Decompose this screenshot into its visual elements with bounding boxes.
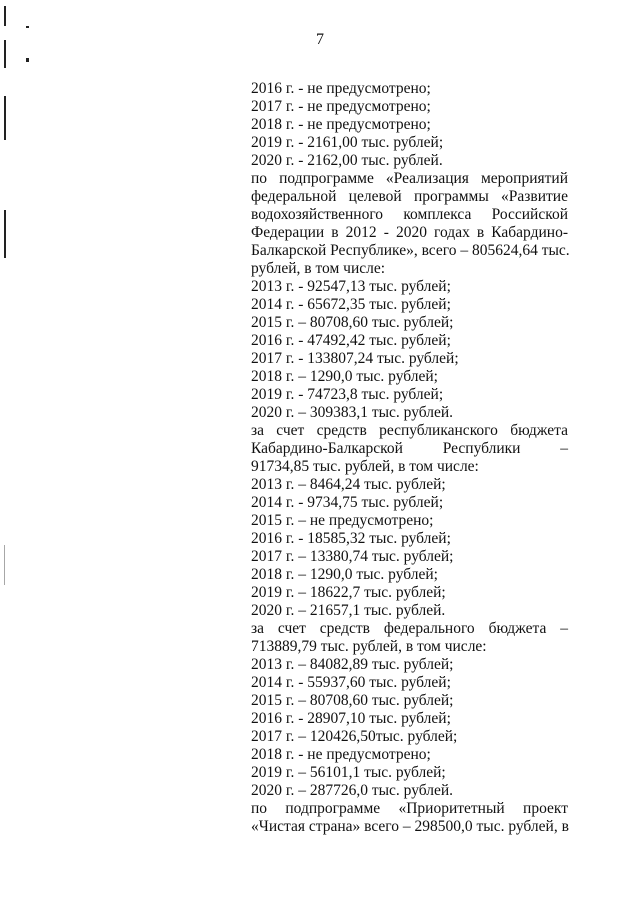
text-line: 2020 г. – 21657,1 тыс. рублей.: [251, 602, 446, 619]
paragraph-line: по подпрограмме «Приоритетный проект: [251, 800, 568, 817]
page-number: 7: [316, 31, 324, 48]
text-line: 2019 г. - 74723,8 тыс. рублей;: [251, 386, 444, 403]
scan-artifact: [4, 210, 6, 258]
text-line: 2016 г. - 18585,32 тыс. рублей;: [251, 530, 451, 547]
scan-artifact: [26, 26, 29, 28]
scan-artifact: [26, 58, 29, 62]
text-line: 2013 г. - 92547,13 тыс. рублей;: [251, 278, 451, 295]
text-line: 2018 г. - не предусмотрено;: [251, 746, 431, 763]
paragraph-line: 91734,85 тыс. рублей, в том числе:: [251, 458, 479, 475]
text-line: 2015 г. – 80708,60 тыс. рублей;: [251, 692, 454, 709]
text-line: 2015 г. – 80708,60 тыс. рублей;: [251, 314, 454, 331]
text-line: 2017 г. - не предусмотрено;: [251, 98, 431, 115]
text-line: 2020 г. – 287726,0 тыс. рублей.: [251, 782, 454, 799]
text-line: 2019 г. – 18622,7 тыс. рублей;: [251, 584, 446, 601]
text-line: 2014 г. - 9734,75 тыс. рублей;: [251, 494, 444, 511]
text-line: 2018 г. – 1290,0 тыс. рублей;: [251, 566, 438, 583]
paragraph-line: водохозяйственного комплекса Российской: [251, 206, 568, 223]
paragraph-line: 713889,79 тыс. рублей, в том числе:: [251, 638, 487, 655]
text-line: 2017 г. – 13380,74 тыс. рублей;: [251, 548, 454, 565]
text-line: 2020 г. – 309383,1 тыс. рублей.: [251, 404, 454, 421]
text-line: 2013 г. – 84082,89 тыс. рублей;: [251, 656, 454, 673]
scan-artifact: [4, 6, 6, 26]
scan-artifact: [4, 96, 6, 140]
text-line: 2014 г. - 65672,35 тыс. рублей;: [251, 296, 451, 313]
paragraph-line: Балкарской Республике», всего – 805624,64 тыс.: [251, 242, 570, 259]
paragraph-line: рублей, в том числе:: [251, 260, 386, 277]
paragraph: [251, 170, 568, 278]
paragraph-line: Кабардино-Балкарской Республики –: [251, 440, 568, 457]
paragraph-line: «Чистая страна» всего – 298500,0 тыс. рублей, в: [251, 818, 569, 835]
paragraph: [251, 422, 568, 476]
text-line: 2014 г. - 55937,60 тыс. рублей;: [251, 674, 451, 691]
scan-artifact: [4, 40, 6, 68]
paragraph-line: за счет средств федерального бюджета –: [251, 620, 568, 637]
paragraph-line: за счет средств республиканского бюджета: [251, 422, 568, 439]
text-line: 2017 г. - 133807,24 тыс. рублей;: [251, 350, 459, 367]
text-line: 2017 г. – 120426,50тыс. рублей;: [251, 728, 458, 745]
paragraph-line: Федерации в 2012 - 2020 годах в Кабардино-: [251, 224, 568, 241]
scan-artifact: [4, 545, 5, 585]
text-line: 2019 г. – 56101,1 тыс. рублей;: [251, 764, 446, 781]
paragraph-line: по подпрограмме «Реализация мероприятий: [251, 170, 568, 187]
text-line: 2020 г. - 2162,00 тыс. рублей.: [251, 152, 443, 169]
text-line: 2018 г. – 1290,0 тыс. рублей;: [251, 368, 438, 385]
text-line: 2015 г. – не предусмотрено;: [251, 512, 434, 529]
text-line: 2018 г. - не предусмотрено;: [251, 116, 431, 133]
document-body: [251, 80, 568, 836]
text-line: 2016 г. - 47492,42 тыс. рублей;: [251, 332, 451, 349]
text-line: 2019 г. - 2161,00 тыс. рублей;: [251, 134, 444, 151]
text-line: 2016 г. - не предусмотрено;: [251, 80, 431, 97]
paragraph: [251, 620, 568, 656]
paragraph: [251, 800, 568, 836]
paragraph-line: федеральной целевой программы «Развитие: [251, 188, 568, 205]
text-line: 2013 г. – 8464,24 тыс. рублей;: [251, 476, 446, 493]
text-line: 2016 г. - 28907,10 тыс. рублей;: [251, 710, 451, 727]
